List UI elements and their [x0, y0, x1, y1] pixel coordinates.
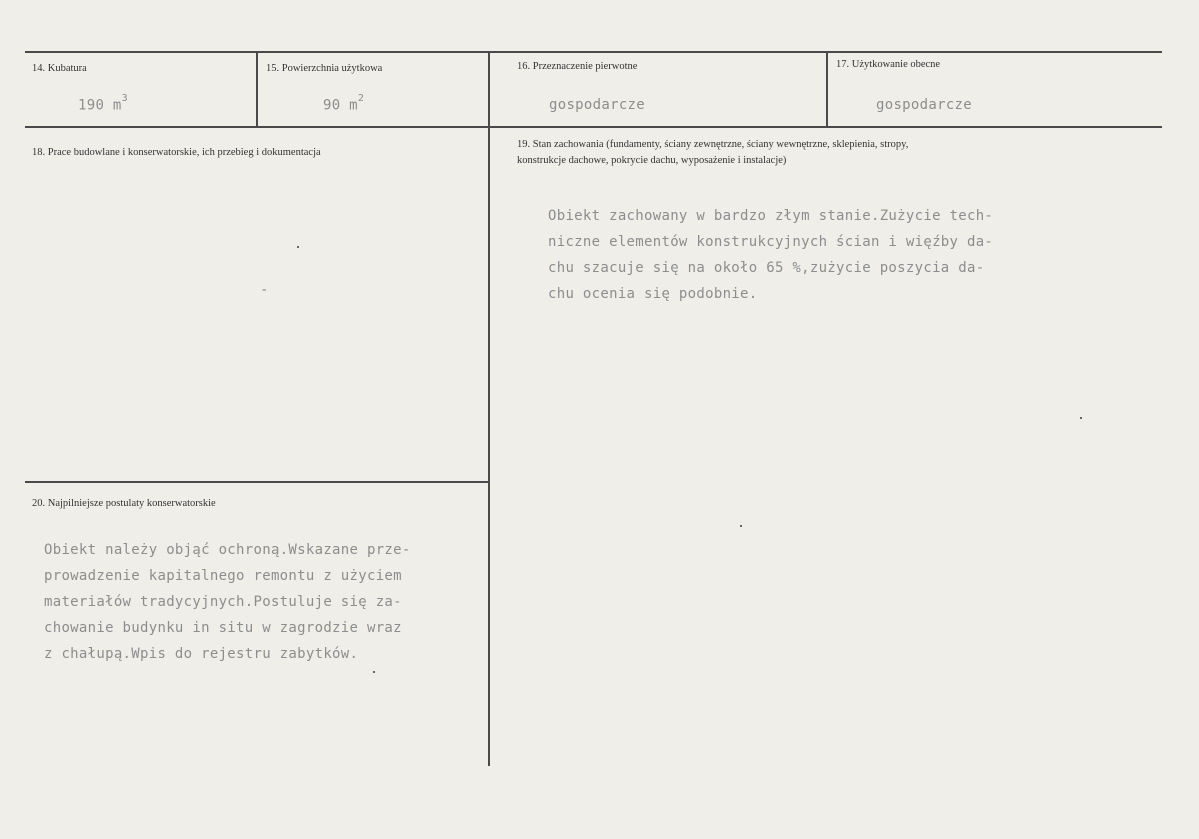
przeznaczenie-label: 16. Przeznaczenie pierwotne — [517, 61, 638, 72]
prace-label: 18. Prace budowlane i konserwatorskie, ich przebieg i dokumentacja — [32, 147, 321, 158]
speck — [373, 671, 375, 673]
postulaty-text — [44, 537, 411, 667]
section-18-bottom-rule — [25, 481, 490, 483]
stan-line-3: chu szacuje się na około 65 %,zużycie poszycia da- — [548, 260, 985, 276]
powierzchnia-value: 90 $m^2$ — [323, 93, 365, 114]
header-row-rule — [25, 126, 1162, 128]
speck — [1080, 417, 1082, 419]
stan-label-line-1: 19. Stan zachowania (fundamenty, ściany zewnętrzne, ściany wewnętrzne, sklepienia, stropy, — [517, 139, 909, 150]
divider-15-16 — [488, 52, 490, 766]
postulaty-line-1: Obiekt należy objąć ochroną.Wskazane prze- — [44, 542, 411, 558]
postulaty-line-3: materiałów tradycyjnych.Postuluje się za- — [44, 594, 402, 610]
uzytkowanie-label: 17. Użytkowanie obecne — [836, 59, 941, 70]
uzytkowanie-value: gospodarcze — [876, 97, 973, 113]
stan-label-line-2: konstrukcje dachowe, pokrycie dachu, wyposażenie i instalacje) — [517, 155, 787, 166]
kubatura-value: 190 $m^3$ — [78, 93, 128, 114]
stan-line-4: chu ocenia się podobnie. — [548, 286, 758, 302]
stan-label — [517, 137, 908, 169]
stan-line-2: niczne elementów konstrukcyjnych ścian i więźby da- — [548, 234, 994, 250]
speck — [740, 525, 742, 527]
stan-text — [548, 203, 993, 307]
postulaty-line-4: chowanie budynku in situ w zagrodzie wraz — [44, 620, 402, 636]
top-rule — [25, 51, 1162, 53]
divider-16-17 — [826, 52, 828, 127]
divider-14-15 — [256, 52, 258, 127]
postulaty-line-5: z chałupą.Wpis do rejestru zabytków. — [44, 646, 359, 662]
postulaty-label: 20. Najpilniejsze postulaty konserwatorskie — [32, 498, 216, 509]
stan-line-1: Obiekt zachowany w bardzo złym stanie.Zużycie tech- — [548, 208, 994, 224]
speck — [297, 246, 299, 248]
powierzchnia-label: 15. Powierzchnia użytkowa — [266, 63, 383, 74]
postulaty-line-2: prowadzenie kapitalnego remontu z użyciem — [44, 568, 402, 584]
kubatura-label: 14. Kubatura — [32, 63, 87, 74]
prace-value: - — [260, 282, 269, 298]
przeznaczenie-value: gospodarcze — [549, 97, 646, 113]
